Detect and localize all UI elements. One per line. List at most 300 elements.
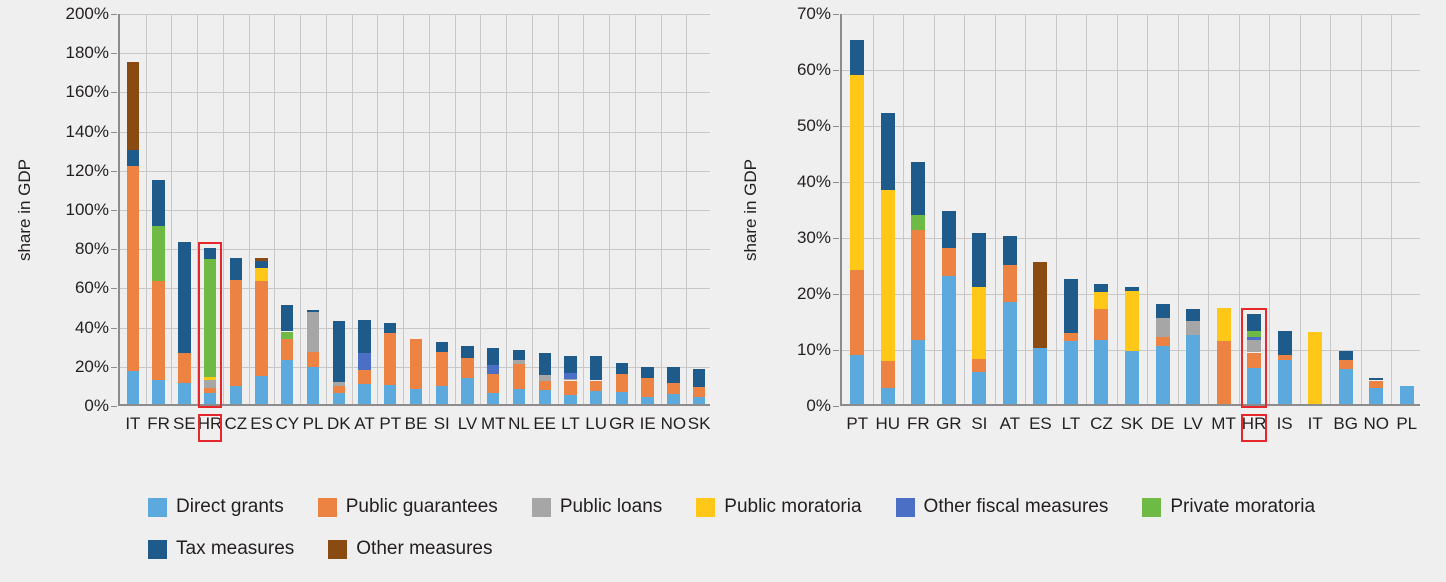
y-axis-tick-label: 0% [84, 396, 109, 415]
x-axis-tick-label-AT: AT [354, 414, 375, 433]
bar-segment-other_measures [1033, 262, 1047, 348]
x-axis-tick-label-ES: ES [1029, 414, 1052, 433]
y-axis-tick-mark [111, 249, 117, 250]
bar-PT [384, 323, 396, 404]
legend-swatch-public-moratoria [696, 498, 715, 517]
bar-BG [1339, 351, 1353, 404]
x-axis-tick-label-LT: LT [1061, 414, 1081, 433]
bar-NL [513, 350, 525, 404]
bar-segment-public_guarantees [436, 352, 448, 386]
gridline-vertical [326, 14, 327, 404]
legend-item-other-fiscal-measures[interactable] [896, 496, 1109, 518]
bar-CZ [230, 258, 242, 404]
y-axis-tick-mark [833, 14, 839, 15]
bar-segment-tax_measures [641, 367, 653, 378]
bar-LU [590, 356, 602, 404]
x-axis-tick-label-NO: NO [1363, 414, 1389, 433]
bar-segment-direct_grants [436, 386, 448, 404]
y-axis-tick-label: 80% [74, 239, 109, 259]
gridline-vertical [661, 14, 662, 404]
bar-SK [693, 369, 705, 404]
bar-segment-public_guarantees [1247, 353, 1261, 368]
bar-segment-public_guarantees [1003, 265, 1017, 302]
bar-segment-public_guarantees [616, 374, 628, 393]
legend-swatch-public-loans [532, 498, 551, 517]
y-axis-tick-mark [111, 367, 117, 368]
bar-segment-direct_grants [667, 394, 679, 404]
gridline-horizontal [120, 132, 710, 133]
bar-HR [1247, 314, 1261, 404]
x-axis-tick-label-PT: PT [379, 414, 402, 433]
gridline-vertical [1361, 14, 1362, 404]
legend-item-tax-measures[interactable] [148, 538, 294, 560]
gridline-vertical [146, 14, 147, 404]
bar-SK [1125, 287, 1139, 404]
x-axis-tick-label-LU: LU [585, 414, 608, 433]
x-axis-tick-label-PL: PL [302, 414, 324, 433]
y-axis-tick-mark [111, 92, 117, 93]
bar-segment-private_moratoria [1247, 331, 1261, 338]
gridline-horizontal [120, 210, 710, 211]
y-axis-tick-label: 180% [65, 43, 109, 63]
legend-row-primary [148, 496, 1349, 518]
legend-swatch-private-moratoria [1142, 498, 1161, 517]
gridline-vertical [249, 14, 250, 404]
bar-segment-direct_grants [1003, 302, 1017, 404]
bar-segment-public_guarantees [333, 386, 345, 393]
gridline-vertical [558, 14, 559, 404]
gridline-vertical [1117, 14, 1118, 404]
bar-segment-direct_grants [230, 386, 242, 404]
gridline-vertical [873, 14, 874, 404]
x-axis-tick-label-SE: SE [172, 414, 196, 433]
bar-segment-direct_grants [881, 388, 895, 404]
bar-ES [255, 258, 267, 404]
y-axis-tick-label: 60% [796, 60, 831, 79]
y-axis-tick-label: 30% [796, 228, 831, 247]
bar-segment-direct_grants [487, 393, 499, 404]
x-axis-tick-label-CZ: CZ [224, 414, 248, 433]
bar-segment-public_moratoria [881, 190, 895, 362]
bar-segment-tax_measures [127, 150, 139, 166]
bar-segment-public_moratoria [1125, 291, 1139, 351]
gridline-vertical [506, 14, 507, 404]
bar-segment-public_guarantees [693, 387, 705, 397]
gridline-horizontal [120, 171, 710, 172]
y-axis-tick-mark [111, 406, 117, 407]
x-axis-tick-label-IT: IT [125, 414, 141, 433]
gridline-vertical [480, 14, 481, 404]
gridline-vertical [686, 14, 687, 404]
y-axis-tick-mark [111, 171, 117, 172]
bar-GR [942, 211, 956, 404]
bar-segment-tax_measures [539, 353, 551, 375]
legend-item-public-loans[interactable] [532, 496, 662, 518]
bar-segment-public_moratoria [1217, 308, 1231, 340]
bar-segment-direct_grants [307, 367, 319, 404]
y-axis-tick-mark [833, 406, 839, 407]
gridline-vertical [1147, 14, 1148, 404]
bar-segment-tax_measures [590, 356, 602, 381]
y-axis-tick-mark [833, 126, 839, 127]
bar-segment-direct_grants [461, 378, 473, 404]
bar-SE [178, 242, 190, 404]
bar-segment-tax_measures [230, 258, 242, 280]
gridline-vertical [964, 14, 965, 404]
x-axis-tick-label-CY: CY [275, 414, 300, 433]
bar-segment-tax_measures [972, 233, 986, 287]
bar-segment-public_guarantees [1156, 337, 1170, 346]
x-axis-tick-label-HR: HR [1241, 414, 1267, 433]
x-axis-tick-label-MT: MT [480, 414, 506, 433]
bar-segment-direct_grants [942, 276, 956, 404]
bar-segment-tax_measures [1125, 287, 1139, 291]
x-axis-tick-label-ES: ES [250, 414, 273, 433]
gridline-vertical [532, 14, 533, 404]
bar-SI [436, 342, 448, 404]
bar-segment-public_guarantees [942, 248, 956, 276]
bar-FR [152, 180, 164, 404]
bar-segment-direct_grants [911, 340, 925, 404]
bar-ES [1033, 262, 1047, 404]
bar-IT [127, 62, 139, 404]
bar-segment-public_moratoria [1094, 292, 1108, 309]
legend-label: Public guarantees [345, 496, 498, 517]
gridline-vertical [223, 14, 224, 404]
bar-IT [1308, 332, 1322, 404]
x-axis-tick-label-DE: DE [1150, 414, 1175, 433]
bar-segment-public_moratoria [850, 75, 864, 270]
bar-segment-public_loans [1186, 321, 1200, 334]
bar-segment-direct_grants [281, 360, 293, 404]
gridline-vertical [455, 14, 456, 404]
y-axis-title-right: share in GDP [741, 158, 761, 262]
bar-segment-tax_measures [1247, 314, 1261, 331]
bar-segment-public_guarantees [850, 270, 864, 355]
x-axis-tick-label-SK: SK [687, 414, 711, 433]
bar-segment-public_moratoria [1308, 332, 1322, 404]
gridline-vertical [1269, 14, 1270, 404]
y-axis-tick-mark [111, 132, 117, 133]
bar-segment-public_guarantees [881, 361, 895, 388]
bar-segment-public_loans [539, 375, 551, 382]
bar-segment-public_guarantees [204, 388, 216, 393]
bar-segment-direct_grants [1094, 340, 1108, 404]
y-axis-tick-label: 10% [796, 340, 831, 359]
bar-segment-direct_grants [333, 393, 345, 404]
bar-segment-public_loans [513, 360, 525, 364]
y-axis-tick-mark [833, 294, 839, 295]
gridline-vertical [171, 14, 172, 404]
gridline-vertical [609, 14, 610, 404]
gridline-horizontal [842, 182, 1420, 183]
bar-segment-public_guarantees [307, 352, 319, 367]
y-axis-tick-mark [111, 210, 117, 211]
x-axis-tick-label-BG: BG [1333, 414, 1358, 433]
bar-segment-public_guarantees [1278, 355, 1292, 361]
gridline-vertical [1391, 14, 1392, 404]
bar-segment-tax_measures [487, 348, 499, 365]
y-axis-title-left: share in GDP [15, 158, 35, 262]
gridline-vertical [429, 14, 430, 404]
bar-segment-public_guarantees [461, 358, 473, 378]
bar-IS [1278, 331, 1292, 404]
legend-label: Tax measures [176, 538, 295, 559]
legend-label: Private moratoria [1170, 496, 1316, 517]
bar-NO [667, 367, 679, 404]
gridline-horizontal [842, 126, 1420, 127]
bar-segment-direct_grants [972, 372, 986, 404]
bar-segment-public_guarantees [911, 230, 925, 339]
bar-segment-public_loans [204, 380, 216, 389]
bar-segment-direct_grants [152, 380, 164, 405]
bar-CZ [1094, 284, 1108, 404]
y-axis-tick-label: 200% [65, 4, 109, 23]
bar-segment-tax_measures [1186, 309, 1200, 321]
legend-swatch-other-fiscal-measures [896, 498, 915, 517]
gridline-vertical [934, 14, 935, 404]
bar-segment-tax_measures [1094, 284, 1108, 292]
y-axis-tick-mark [111, 14, 117, 15]
bar-segment-direct_grants [178, 383, 190, 404]
bar-HR [204, 248, 216, 404]
bar-segment-tax_measures [255, 261, 267, 268]
bar-IE [641, 367, 653, 404]
bar-segment-private_moratoria [281, 332, 293, 340]
legend-swatch-direct-grants [148, 498, 167, 517]
bar-segment-direct_grants [1033, 348, 1047, 404]
bar-segment-tax_measures [513, 350, 525, 360]
y-axis-tick-label: 70% [796, 4, 831, 23]
x-axis-tick-label-IE: IE [639, 414, 656, 433]
bar-AT [358, 320, 370, 404]
plot-area-right [840, 14, 1420, 433]
bar-segment-other_measures [255, 258, 267, 261]
x-axis-tick-label-GR: GR [609, 414, 635, 433]
y-axis-tick-label: 140% [65, 121, 109, 141]
bar-GR [616, 363, 628, 404]
gridline-horizontal [842, 238, 1420, 239]
bar-AT [1003, 236, 1017, 404]
legend-row-secondary [148, 538, 527, 560]
bar-segment-public_guarantees [384, 333, 396, 385]
bar-segment-tax_measures [152, 180, 164, 226]
bar-segment-public_guarantees [590, 381, 602, 392]
bar-segment-direct_grants [1064, 341, 1078, 404]
x-axis-tick-label-GR: GR [936, 414, 962, 433]
bar-segment-public_loans [1247, 340, 1261, 352]
legend-label: Other fiscal measures [923, 496, 1109, 517]
bar-segment-public_moratoria [972, 287, 986, 359]
y-axis-tick-mark [111, 288, 117, 289]
y-axis-tick-label: 120% [65, 160, 109, 180]
y-axis-tick-label: 160% [65, 82, 109, 102]
bar-segment-direct_grants [204, 393, 216, 404]
bar-segment-public_guarantees [1094, 309, 1108, 340]
x-axis-tick-label-LV: LV [457, 414, 478, 433]
bar-segment-direct_grants [358, 384, 370, 404]
bar-segment-public_guarantees [1339, 360, 1353, 369]
bar-segment-public_guarantees [410, 339, 422, 389]
bar-BE [410, 339, 422, 404]
legend-label: Public moratoria [724, 496, 862, 517]
legend-swatch-tax-measures [148, 540, 167, 559]
bar-segment-direct_grants [539, 390, 551, 404]
bar-segment-direct_grants [1156, 346, 1170, 404]
bar-segment-public_guarantees [513, 364, 525, 389]
x-axis-tick-label-LT: LT [561, 414, 580, 433]
gridline-horizontal [120, 53, 710, 54]
bar-LV [1186, 309, 1200, 404]
bar-LT [1064, 279, 1078, 404]
bar-segment-direct_grants [1339, 369, 1353, 404]
bar-segment-public_guarantees [539, 381, 551, 390]
y-axis-tick-label: 100% [65, 200, 109, 219]
gridline-vertical [1239, 14, 1240, 404]
y-axis-tick-mark [833, 238, 839, 239]
bar-segment-public_guarantees [972, 359, 986, 372]
bar-segment-other_measures [127, 62, 139, 150]
x-axis-tick-label-EE: EE [533, 414, 557, 433]
gridline-vertical [300, 14, 301, 404]
gridline-vertical [995, 14, 996, 404]
bar-segment-tax_measures [1278, 331, 1292, 355]
bar-MT [1217, 308, 1231, 404]
bar-segment-other_fiscal_measures [487, 365, 499, 374]
bar-segment-tax_measures [564, 356, 576, 373]
bar-segment-direct_grants [1186, 335, 1200, 404]
bar-segment-tax_measures [204, 248, 216, 259]
bar-segment-direct_grants [564, 395, 576, 404]
chart-panel-left [0, 0, 730, 470]
legend-label: Other measures [356, 538, 493, 559]
bar-segment-tax_measures [281, 305, 293, 331]
bar-segment-public_guarantees [178, 353, 190, 383]
bar-segment-public_guarantees [281, 339, 293, 360]
y-axis-tick-mark [111, 53, 117, 54]
x-axis-tick-label-CZ: CZ [1090, 414, 1113, 433]
gridline-vertical [1056, 14, 1057, 404]
bar-segment-direct_grants [1247, 368, 1261, 404]
bar-PL [307, 310, 319, 404]
bar-segment-tax_measures [693, 369, 705, 388]
bar-segment-direct_grants [590, 391, 602, 404]
y-axis-tick-label: 40% [74, 317, 109, 337]
legend-item-other-measures[interactable] [328, 538, 492, 560]
gridline-horizontal [842, 14, 1420, 15]
legend-item-private-moratoria[interactable] [1142, 496, 1315, 518]
legend-item-direct-grants[interactable] [148, 496, 284, 518]
y-axis-tick-label: 40% [796, 172, 831, 191]
gridline-vertical [583, 14, 584, 404]
gridline-horizontal [842, 70, 1420, 71]
gridline-vertical [635, 14, 636, 404]
gridline-vertical [1025, 14, 1026, 404]
x-axis-tick-label-SI: SI [433, 414, 450, 433]
gridline-vertical [377, 14, 378, 404]
y-axis-tick-mark [833, 350, 839, 351]
bar-segment-tax_measures [307, 310, 319, 312]
bar-segment-public_guarantees [1369, 381, 1383, 389]
x-axis-tick-label-PT: PT [846, 414, 869, 433]
chart-panel-right [730, 0, 1446, 470]
chart-legend [0, 478, 1446, 582]
legend-swatch-public-guarantees [318, 498, 337, 517]
bar-EE [539, 353, 551, 404]
bar-segment-direct_grants [127, 371, 139, 404]
bar-segment-tax_measures [1339, 351, 1353, 361]
bar-segment-public_guarantees [358, 370, 370, 385]
bar-segment-tax_measures [333, 321, 345, 383]
bar-segment-tax_measures [358, 320, 370, 353]
bar-DE [1156, 304, 1170, 404]
x-axis-tick-label-MT: MT [1211, 414, 1236, 433]
gridline-horizontal [120, 14, 710, 15]
gridline-vertical [903, 14, 904, 404]
bar-segment-tax_measures [616, 363, 628, 374]
bar-segment-public_guarantees [1217, 341, 1231, 404]
bar-segment-direct_grants [641, 397, 653, 404]
bar-segment-public_guarantees [230, 280, 242, 387]
x-axis-tick-label-DK: DK [326, 414, 351, 433]
bar-segment-direct_grants [1125, 351, 1139, 404]
bar-segment-tax_measures [461, 346, 473, 358]
x-axis-tick-label-NL: NL [508, 414, 530, 433]
bar-segment-tax_measures [1156, 304, 1170, 318]
gridline-vertical [1086, 14, 1087, 404]
y-axis-tick-mark [833, 182, 839, 183]
x-axis-tick-label-AT: AT [999, 414, 1021, 433]
gridline-vertical [1208, 14, 1209, 404]
bar-segment-tax_measures [911, 162, 925, 215]
bar-LT [564, 356, 576, 404]
bar-segment-public_moratoria [204, 377, 216, 380]
bar-CY [281, 305, 293, 404]
bar-HU [881, 113, 895, 404]
gridline-vertical [1300, 14, 1301, 404]
bar-segment-private_moratoria [204, 259, 216, 377]
bar-segment-public_guarantees [152, 281, 164, 380]
bar-segment-direct_grants [693, 397, 705, 404]
gridline-horizontal [120, 92, 710, 93]
bar-segment-direct_grants [255, 376, 267, 404]
bar-segment-direct_grants [1278, 360, 1292, 404]
bar-PL [1400, 386, 1414, 404]
y-axis-tick-label: 20% [796, 284, 831, 303]
x-axis-tick-label-HR: HR [197, 414, 223, 433]
bar-segment-direct_grants [384, 385, 396, 404]
y-axis-tick-mark [111, 328, 117, 329]
bar-NO [1369, 378, 1383, 404]
bar-MT [487, 348, 499, 404]
bar-segment-tax_measures [667, 367, 679, 384]
bar-segment-tax_measures [1064, 279, 1078, 334]
bar-segment-public_loans [564, 379, 576, 381]
x-axis-tick-label-PL: PL [1396, 414, 1418, 433]
bar-segment-public_loans [1156, 318, 1170, 336]
bar-SI [972, 233, 986, 404]
x-axis-tick-label-FR: FR [147, 414, 170, 433]
bar-segment-tax_measures [436, 342, 448, 352]
bar-segment-tax_measures [178, 242, 190, 353]
legend-item-public-guarantees[interactable] [318, 496, 498, 518]
legend-item-public-moratoria[interactable] [696, 496, 861, 518]
bar-segment-public_loans [307, 312, 319, 352]
bar-segment-direct_grants [1400, 386, 1414, 404]
bar-DK [333, 321, 345, 404]
x-axis-tick-label-HU: HU [875, 414, 901, 433]
bar-segment-public_guarantees [667, 383, 679, 394]
